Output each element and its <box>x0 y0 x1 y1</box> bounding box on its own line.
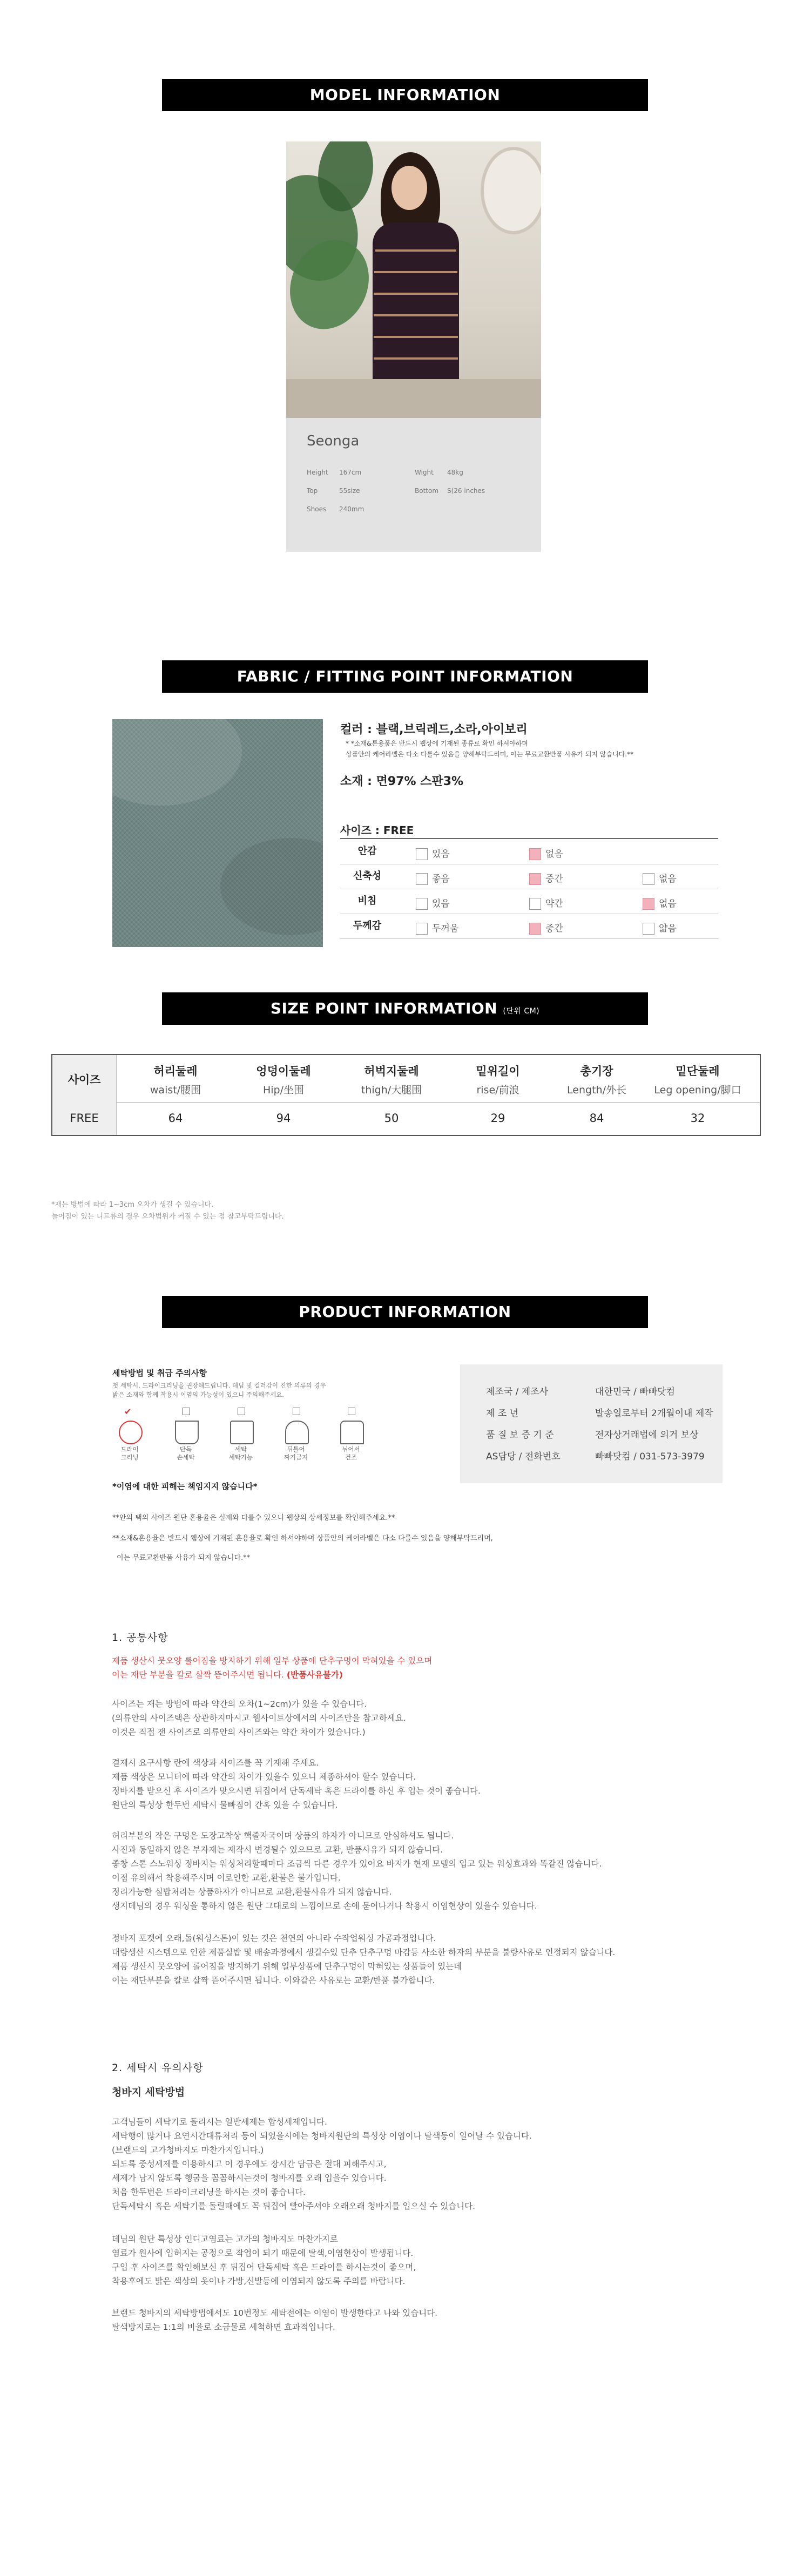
size-table-row <box>52 1103 760 1135</box>
info-value: 빠빠닷컴 / 031-573-3979 <box>595 1451 705 1462</box>
fabric-swatch-image <box>112 719 323 947</box>
common-p1-line: (의류안의 사이즈택은 상관하지마시고 웹사이트상에서의 사이즈만을 참고하세요. <box>112 1713 406 1723</box>
care-caption: 세탁 세탁가능 <box>228 1445 253 1461</box>
fabric-fitting-header <box>162 660 648 693</box>
care-desc-2: 밝은 소재와 함께 착용시 이염의 가능성이 있으니 주의해주세요. <box>112 1391 285 1398</box>
care-caption: 뒤틀어 짜기금지 <box>284 1445 308 1461</box>
fabric-color-note-2: 상품안의 케어라벨은 다소 다를수 있음을 양해부탁드리며, 이는 무료교환반품 사유가 되지 않습니다.** <box>346 751 634 758</box>
col-rise-en: rise/前浪 <box>476 1084 519 1096</box>
value-waist: 64 <box>168 1112 183 1125</box>
col-thigh-en: thigh/大腿围 <box>361 1084 422 1096</box>
model-information-title: MODEL INFORMATION <box>309 86 501 104</box>
common-p4-line: 대량생산 시스템으로 인한 제품실밥 및 배송과정에서 생길수있 단추 단추구멍 마감등 사소한 하자의 부분을 불량사유로 인정되지 않습니다. <box>112 1948 616 1957</box>
col-hip-en: Hip/坐围 <box>262 1084 305 1096</box>
washing-p1-line: 고객님들이 세탁기로 돌리시는 일반세제는 합성세제입니다. <box>112 2117 327 2127</box>
fit-option: 없음 <box>529 846 563 860</box>
product-information-header <box>162 1296 648 1328</box>
checkbox-selected <box>529 923 541 935</box>
common-p2-line: 정바지를 받으신 후 사이즈가 맞으시면 뒤집어서 단독세탁 혹은 드라이를 하신 후 입는 것이 좋습니다. <box>112 1786 481 1796</box>
spec-weight-value: 48kg <box>447 469 463 476</box>
care-caption: 뉘어서 건조 <box>342 1445 360 1461</box>
common-title: 1. 공통사항 <box>112 1632 168 1644</box>
common-p4-line: 제품 생산시 뭇오양에 롤어짐을 방지하기 위해 일부상품에 단추구멍이 막혀있는 상품들이 있는데 <box>112 1962 462 1971</box>
flat-dry-icon <box>340 1421 364 1444</box>
spec-height-value: 167cm <box>339 469 362 476</box>
product-info-box <box>460 1364 723 1483</box>
size-table-header <box>52 1055 760 1103</box>
common-p3-line: 좋창 스톤 스노워싱 정바지는 워싱처리할때마다 조금씩 다른 경우가 있어요 바지가 현재 모델의 입고 있는 워싱효과와 똑같진 않습니다. <box>112 1859 602 1869</box>
col-length-ko: 총기장 <box>580 1065 613 1078</box>
common-p3-line: 사진과 동일하지 않은 부자재는 제작시 변경될수 있으므로 교환, 반품사유가 되지 않습니다. <box>112 1845 443 1855</box>
care-title: 세탁방법 및 취급 주의사항 <box>112 1368 207 1378</box>
info-key: 제조국 / 제조사 <box>486 1387 549 1397</box>
col-leg-opening-en: Leg opening/脚口 <box>654 1084 741 1096</box>
size-note-1: *재는 방법에 따라 1~3cm 오차가 생길 수 있습니다. <box>51 1201 214 1209</box>
common-p3-line: 이점 유의해서 착용해주시며 이로인한 교환,환불은 불가입니다. <box>112 1873 341 1883</box>
model-name: Seonga <box>307 433 360 449</box>
model-photo <box>286 141 541 418</box>
care-disclaimer: *이염에 대한 피해는 책임지지 않습니다* <box>112 1482 258 1491</box>
fit-row-sheerness <box>340 889 718 914</box>
washing-p1-line: 세탁행이 많거나 요연시간대류처리 등이 되었을시에는 청바지원단의 특성상 이염이나 탈색등이 일어날 수 있습니다. <box>112 2131 532 2141</box>
checkbox <box>416 873 428 885</box>
spec-bottom-key: Bottom <box>415 487 439 495</box>
common-red-line-2: 이는 재단 부분을 칼로 살짝 뜯어주시면 됩니다. (반품사유불가) <box>112 1670 343 1680</box>
checkbox-selected <box>529 848 541 860</box>
fit-option: 없음 <box>643 871 677 885</box>
checkbox <box>643 873 654 885</box>
fabric-color: 컬러 : 블랙,브릭레드,소라,아이보리 <box>340 723 528 736</box>
common-p2-line: 제품 색상은 모니터에 따라 약간의 차이가 있을수 있으니 체종하셔야 할수 있습니다. <box>112 1772 416 1782</box>
common-p3-line: 생지데님의 경우 워싱을 통하지 않은 원단 그대로의 느낌이므로 손에 묻어나거나 착용시 이염현상이 있을수 있습니다. <box>112 1901 537 1911</box>
info-key: 제 조 년 <box>486 1408 519 1419</box>
value-length: 84 <box>589 1112 604 1125</box>
spec-bottom-value: S(26 inches <box>447 487 485 495</box>
common-red-line-1: 제품 생산시 뭇오양 롤어짐을 방지하기 위해 일부 상품에 단추구멍이 막혀있을 수 있으며 <box>112 1656 433 1666</box>
fit-option: 좋음 <box>416 871 450 885</box>
care-icons <box>112 1407 415 1471</box>
fabric-fitting-title: FABRIC / FITTING POINT INFORMATION <box>237 667 573 685</box>
col-hip-ko: 엉덩이둘레 <box>256 1065 311 1078</box>
no-return-badge: (반품사유불가) <box>286 1670 343 1680</box>
washing-p3-line: 탈색방지로는 1:1의 비율로 소금물로 세척하면 효과적입니다. <box>112 2322 335 2332</box>
dry-clean-check-icon: ✔ <box>124 1407 132 1417</box>
hand-wash-checkbox <box>183 1408 190 1415</box>
fit-row-label: 안감 <box>357 846 377 857</box>
checkbox <box>416 923 428 935</box>
checkbox <box>643 923 654 935</box>
fit-row-lining <box>340 839 718 864</box>
machine-wash-checkbox <box>238 1408 245 1415</box>
fit-option: 얇음 <box>643 921 677 935</box>
common-p2-line: 결제시 요구사항 란에 색상과 사이즈를 꼭 기재해 주세요. <box>112 1758 319 1768</box>
spec-height-key: Height <box>307 469 328 476</box>
washing-p2-line: 착용후에도 밝은 색상의 옷이나 가방,신발등에 이염되지 않도록 주의를 바랍니다. <box>112 2276 406 2286</box>
checkbox <box>416 898 428 910</box>
value-leg-opening: 32 <box>690 1112 705 1125</box>
fit-option: 없음 <box>643 896 677 910</box>
no-bleach-icon <box>285 1421 309 1444</box>
info-value: 전자상거래법에 의거 보상 <box>595 1430 699 1441</box>
fit-option: 중간 <box>529 871 563 885</box>
common-p1-line: 이것은 직접 잰 사이즈로 의류안의 사이즈와는 약간 차이가 있습니다.) <box>112 1727 366 1737</box>
washing-p3-line: 브랜드 청바지의 세탁방법에서도 10번정도 세탁전에는 이염이 발생한다고 나와 있습니다. <box>112 2308 438 2318</box>
fit-option: 있음 <box>416 846 450 860</box>
col-waist-en: waist/腰围 <box>150 1084 201 1096</box>
checkbox-selected <box>643 898 654 910</box>
washing-p1-line: 되도록 중성세제를 이용하시고 이 경우에도 장시간 담금은 절대 피해주시고, <box>112 2159 387 2169</box>
fabric-material: 소재 : 면97% 스판3% <box>340 775 464 788</box>
spec-top-key: Top <box>307 487 318 495</box>
size-point-header <box>162 992 648 1025</box>
size-unit: (단위 CM) <box>503 1007 540 1016</box>
model-information-header <box>162 79 648 111</box>
fabric-color-note: * *소재&톤용품은 반드시 웹상에 기재된 종류로 확인 하셔야하며 <box>346 740 528 747</box>
notice-3: 이는 무료교환반품 사유가 되지 않습니다.** <box>117 1554 251 1562</box>
size-col-label: 사이즈 <box>68 1073 101 1086</box>
fit-row-stretch <box>340 864 718 889</box>
common-p4-line: 이는 재단부분을 칼로 살짝 뜯어주시면 됩니다. 이와같은 사유로는 교환/반품 불가합니다. <box>112 1976 435 1985</box>
col-leg-opening-ko: 밑단둘레 <box>676 1065 720 1078</box>
fit-row-label: 두께감 <box>353 920 382 931</box>
value-hip: 94 <box>276 1112 291 1125</box>
spec-shoes-key: Shoes <box>307 505 327 513</box>
common-p1-line: 사이즈는 재는 방법에 따라 약간의 오차(1~2cm)가 있을 수 있습니다. <box>112 1699 367 1709</box>
fabric-size: 사이즈 : FREE <box>340 824 414 837</box>
washing-p1-line: 단독세탁시 혹은 세탁기를 돌릴때에도 꼭 뒤집어 빨아주셔야 오래오래 청바지를 입으실 수 있습니다. <box>112 2201 476 2211</box>
info-key: 품 질 보 증 기 준 <box>486 1430 554 1441</box>
no-wring-checkbox <box>293 1408 300 1415</box>
notice-1: **안의 택의 사이즈 원단 혼용율은 실제와 다를수 있으니 웹상의 상세정보를 확인해주세요.** <box>112 1514 395 1522</box>
common-p2-line: 원단의 특성상 한두번 세탁시 물빠짐이 간혹 있을 수 있습니다. <box>112 1800 338 1810</box>
col-waist-ko: 허리둘레 <box>153 1065 198 1078</box>
spec-weight-key: Wight <box>415 469 434 476</box>
care-desc-1: 첫 세탁시, 드라이크리닝을 권장해드립니다. 데님 및 컬러감이 진한 의류의 경우 <box>112 1382 326 1389</box>
spec-top-value: 55size <box>339 487 360 495</box>
fit-row-thickness <box>340 914 718 939</box>
col-rise-ko: 밑위길이 <box>476 1065 520 1078</box>
washing-p2-line: 데님의 원단 특성상 인디고염료는 고가의 청바지도 마찬가지로 <box>112 2234 338 2244</box>
size-point-title: SIZE POINT INFORMATION <box>270 999 498 1017</box>
fit-row-label: 비침 <box>357 895 377 907</box>
fit-option: 있음 <box>416 896 450 910</box>
info-value: 발송일로부터 2개월이내 제작 <box>595 1408 713 1419</box>
size-table <box>51 1054 761 1136</box>
notice-2: **소재&혼용율은 반드시 웹상에 기재된 혼용율로 확인 하셔야하며 상품안의 케어라벨은 다소 다를수 있음을 양해부탁드리며, <box>112 1534 493 1543</box>
hand-wash-icon <box>175 1421 199 1444</box>
size-note-2: 늘어짐이 있는 니트류의 경우 오차범위가 커질 수 있는 점 참고부탁드립니다. <box>51 1213 284 1221</box>
flat-dry-checkbox <box>348 1408 355 1415</box>
care-caption: 단독 손세탁 <box>177 1445 195 1461</box>
fit-option: 중간 <box>529 921 563 935</box>
fit-option: 약간 <box>529 896 563 910</box>
spec-shoes-value: 240mm <box>339 505 364 513</box>
common-p3-line: 허리부분의 작은 구멍은 도장고착상 핵줄자국이며 상품의 하자가 아니므로 안심하셔도 됩니다. <box>112 1831 454 1841</box>
value-rise: 29 <box>490 1112 505 1125</box>
washing-p1-line: 세제가 남지 않도록 헹굼을 꼼꼼하시는것이 청바지를 오래 입을수 있습니다. <box>112 2173 387 2183</box>
checkbox <box>416 848 428 860</box>
care-caption: 드라이 크리닝 <box>120 1445 139 1461</box>
washing-title: 2. 세탁시 유의사항 <box>112 2062 204 2074</box>
washing-p1-line: 처음 한두번은 드라이크리닝을 하시는 것이 좋습니다. <box>112 2187 306 2197</box>
washing-p2-line: 염료가 원사에 입혀지는 공정으로 작업이 되기 때문에 탈색,이염현상이 발생됩니다. <box>112 2248 414 2258</box>
common-p4-line: 정바지 포켓에 오래,돌(워싱스톤)이 있는 것은 천연의 아니라 수작업워싱 가공과정입니다. <box>112 1933 436 1943</box>
common-p3-line: 정리가능한 실밥처리는 상품하자가 아니므로 교환,환불사유가 되지 않습니다. <box>112 1887 392 1897</box>
checkbox-selected <box>529 873 541 885</box>
checkbox <box>529 898 541 910</box>
size-row-cell <box>52 1103 117 1135</box>
washing-subtitle: 청바지 세탁방법 <box>112 2086 185 2098</box>
col-length-en: Length/外长 <box>567 1084 626 1096</box>
info-key: AS담당 / 전화번호 <box>486 1451 561 1462</box>
dry-clean-icon <box>119 1421 143 1444</box>
washing-p1-line: (브랜드의 고가청바지도 마찬가지입니다.) <box>112 2145 264 2155</box>
model-card <box>286 141 541 552</box>
size-col-header <box>52 1055 117 1103</box>
fitting-table <box>340 838 718 947</box>
fit-row-label: 신축성 <box>353 870 382 882</box>
size-row-label: FREE <box>70 1112 99 1125</box>
fit-option: 두꺼움 <box>416 921 458 935</box>
col-thigh-ko: 허벅지둘레 <box>364 1065 419 1078</box>
machine-wash-icon <box>230 1421 254 1444</box>
product-information-title: PRODUCT INFORMATION <box>299 1303 511 1321</box>
washing-p2-line: 구입 후 사이즈를 확인해보신 후 뒤집어 단독세탁 혹은 드라이를 하시는것이 좋으며, <box>112 2262 416 2272</box>
info-value: 대한민국 / 빠빠닷컴 <box>595 1387 675 1397</box>
value-thigh: 50 <box>384 1112 399 1125</box>
